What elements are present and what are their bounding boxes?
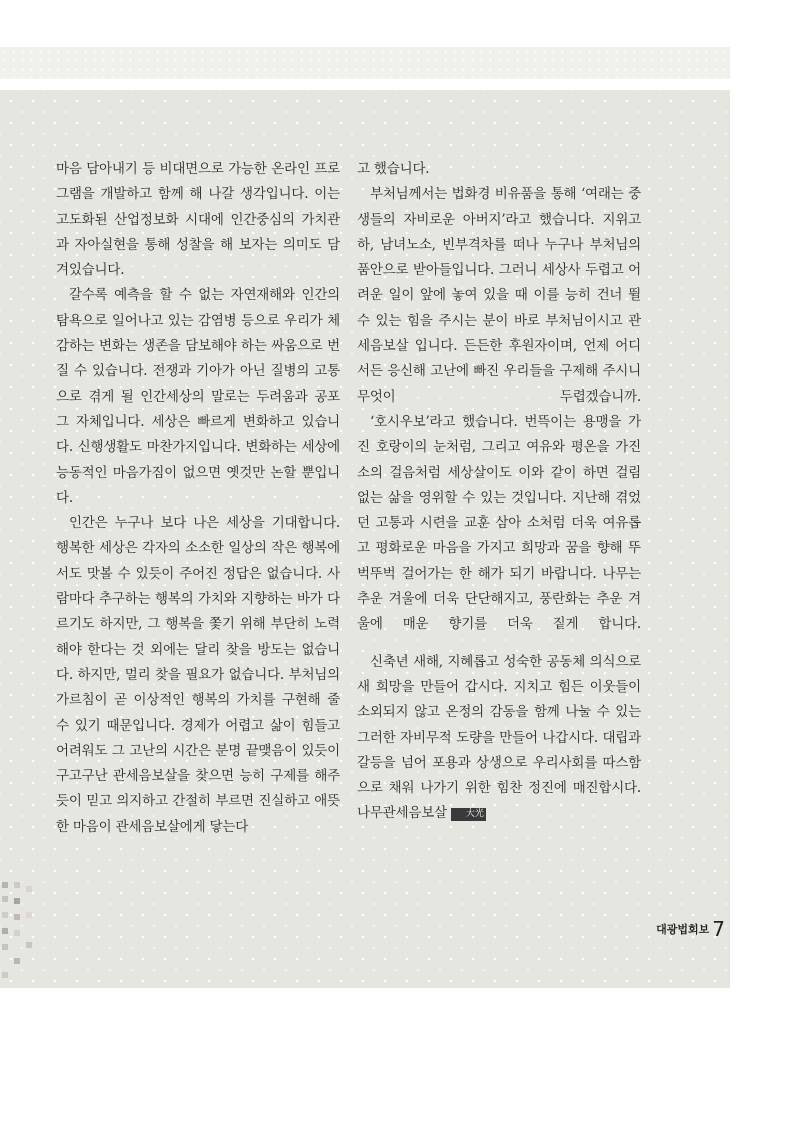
paragraph: 갈수록 예측을 할 수 없는 자연재해와 인간의 탐욕으로 일어나고 있는 감염병 등으로 우리가 체감하는 변화는 생존을 담보해야 하는 싸움으로 번질 수 있습니다. 전쟁과 기아가 아닌 질병의 고통으로 겪게 될 인간세상의 말로는 두려움과 공포 그 자체입니다. 세상은 빠르게 변화하고 있습니다. 신행생활도 마찬가지입니다. 변화하는 세상에 능동적인 마음가짐이 없으면 옛것만 논할 뿐입니다. xyxy=(56,287,340,506)
magazine-name: 대광법회보 xyxy=(656,923,710,936)
paragraph: ‘호시우보’라고 했습니다. 번뜩이는 용맹을 가진 호랑이의 눈처럼, 그리고 여유와 평온을 가진 소의 걸음처럼 세상살이도 이와 같이 하면 걸림 없는 삶을 영위할 수 있는 것입니다. 지난해 겪었던 고통과 시련을 교훈 삼아 소처럼 더욱 여유롭고 평화로운 마음을 가지고 희망과 꿈을 향해 뚜벅뚜벅 걸어가는 한 해가 되기 바랍니다. 나무는 추운 겨울에 더욱 단단해지고, 풍란화는 추운 겨울에 매운 향기를 더욱 짙게 합니다. xyxy=(357,413,641,633)
page-number: 7 xyxy=(712,917,725,941)
paragraph: 마음 담아내기 등 비대면으로 가능한 온라인 프로그램을 개발하고 함께 해 나갈 생각입니다. 이는 고도화된 산업정보화 시대에 인간중심의 가치관과 자아실현을 통해 성찰을 해 보자는 의미도 담겨있습니다. xyxy=(56,161,340,279)
page-footer xyxy=(656,917,725,941)
closing-paragraph xyxy=(357,650,641,827)
right-text-column xyxy=(357,157,641,827)
closing-text: 신축년 새해, 지혜롭고 성숙한 공동체 의식으로 새 희망을 만들어 갑시다. 지치고 힘든 이웃들이 소외되지 않고 온정의 감동을 함께 나눌 수 있는 그러한 자비무적 도량을 만들어 나갑시다. 대립과 갈등을 넘어 포용과 상생으로 우리사회를 따스함으로 채워 나가기 위한 힘찬 정진에 매진합시다. 나무관세음보살 xyxy=(357,653,641,822)
left-text-column xyxy=(56,157,340,840)
end-mark-seal: 大光 xyxy=(451,808,486,821)
paragraph: 인간은 누구나 보다 나은 세상을 기대합니다. 행복한 세상은 각자의 소소한 일상의 작은 행복에서도 맛볼 수 있듯이 주어진 정답은 없습니다. 사람마다 추구하는 행복의 가치와 지향하는 바가 다르기도 하지만, 그 행복을 쫓기 위해 부단히 노력해야 한다는 것 외에는 달리 찾을 방도는 없습니다. 하지만, 멀리 찾을 필요가 없습니다. 부처님의 가르침이 곧 이상적인 행복의 가치를 구현해 줄 수 있기 때문입니다. 경제가 어렵고 삶이 힘들고 어려워도 그 고난의 시간은 분명 끝맺음이 있듯이 구고구난 관세음보살을 찾으면 능히 구제를 해주듯이 믿고 의지하고 간절히 부르면 진실하고 애뜻한 마음이 관세음보살에게 닿는다 xyxy=(56,515,340,835)
top-decorative-band xyxy=(0,47,730,79)
decorative-squares xyxy=(0,880,40,985)
paragraph: 고 했습니다. xyxy=(357,161,430,177)
paragraph: 부처님께서는 법화경 비유품을 통해 ‘여래는 중생들의 자비로운 아버지’라고 했습니다. 지위고하, 남녀노소, 빈부격차를 떠나 누구나 부처님의 품안으로 받아들입니다. 그러니 세상사 두렵고 어려운 일이 앞에 놓여 있을 때 이를 능히 건너 뛸 수 있는 힘을 주시는 분이 바로 부처님이시고 관세음보살 입니다. 든든한 후원자이며, 언제 어디서든 응신해 고난에 빠진 우리들을 구제해 주시니 무엇이 두렵겠습니까. xyxy=(357,186,641,405)
